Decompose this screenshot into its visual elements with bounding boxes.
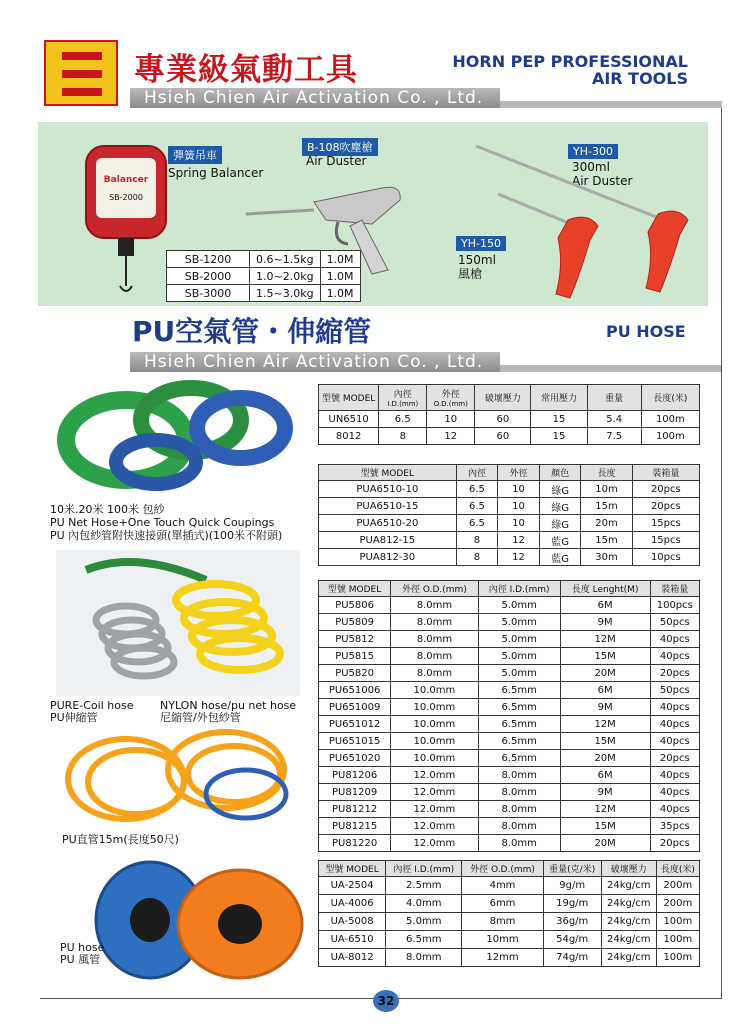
col-header: 重量 — [587, 385, 641, 411]
col-header: 破壞壓力 — [601, 861, 656, 877]
table-cell: 30m — [581, 549, 632, 566]
table-cell: 10.0mm — [391, 750, 478, 767]
col-header: 內徑 — [456, 465, 498, 481]
table-cell: 15M — [560, 648, 650, 665]
col-header — [427, 385, 475, 411]
table-row — [319, 614, 700, 631]
table-cell: 19g/m — [543, 895, 601, 913]
table-cell: 8.0mm — [391, 665, 478, 682]
col-header: 顏色 — [539, 465, 581, 481]
table-cell: PUA6510-15 — [319, 498, 457, 515]
table-cell: 12.0mm — [391, 784, 478, 801]
table-cell: 9g/m — [543, 877, 601, 895]
table-cell: 60 — [475, 411, 531, 428]
table-cell: 40pcs — [650, 801, 699, 818]
table-cell: 15m — [581, 532, 632, 549]
table-cell: 4mm — [462, 877, 543, 895]
table-cell: PU81212 — [319, 801, 391, 818]
table-cell: 15 — [531, 411, 587, 428]
table-cell: 5.0mm — [478, 648, 560, 665]
table-cell: 12M — [560, 716, 650, 733]
table-cell: 200m — [656, 895, 699, 913]
table-cell: 6.5mm — [386, 931, 462, 949]
net-hose-caption-2: PU Net Hose+One Touch Quick Coupings — [50, 516, 275, 529]
table-cell: 8 — [456, 549, 498, 566]
yh300-line2: Air Duster — [572, 174, 633, 188]
table-cell: SB-2000 — [167, 268, 250, 285]
table-cell: 8.0mm — [391, 631, 478, 648]
table-cell: 4.0mm — [386, 895, 462, 913]
table-cell: 8.0mm — [391, 648, 478, 665]
table-row — [319, 877, 700, 895]
table-cell: 6mm — [462, 895, 543, 913]
table-cell: UA-8012 — [319, 949, 386, 967]
table-cell: 40pcs — [650, 784, 699, 801]
table-cell: UA-2504 — [319, 877, 386, 895]
table-cell: 12M — [560, 801, 650, 818]
table-cell: 6.5 — [456, 481, 498, 498]
spring-balancer-zh: 彈簧吊車 — [168, 146, 222, 164]
table-cell: 74g/m — [543, 949, 601, 967]
table-cell: 12.0mm — [391, 818, 478, 835]
col-header-top: 內徑 — [393, 390, 412, 400]
col-header: 型號 MODEL — [319, 465, 457, 481]
table-row — [319, 682, 700, 699]
table-cell: 15M — [560, 818, 650, 835]
table-row — [319, 733, 700, 750]
table-row — [319, 665, 700, 682]
table-cell: 10 — [427, 411, 475, 428]
table-cell: 7.5 — [587, 428, 641, 445]
table-cell: 40pcs — [650, 733, 699, 750]
table-cell: 20M — [560, 665, 650, 682]
table-cell: PU5815 — [319, 648, 391, 665]
table-cell: 1.0M — [320, 251, 360, 268]
un-hose-table — [318, 384, 700, 445]
col-header: 重量(克/米) — [543, 861, 601, 877]
col-header: 裝箱量 — [650, 581, 699, 597]
nylon-caption-1: NYLON hose/pu net hose — [160, 699, 297, 712]
straight-hose-image — [56, 724, 306, 834]
table-row — [319, 597, 700, 614]
table-cell: 藍G — [539, 532, 581, 549]
table-cell: 12.0mm — [391, 767, 478, 784]
table-cell: 100m — [656, 913, 699, 931]
table-cell: 0.6~1.5kg — [250, 251, 321, 268]
table-cell: PUA812-15 — [319, 532, 457, 549]
table-cell: 6.5 — [456, 498, 498, 515]
pua-hose-table — [318, 464, 700, 566]
table-cell: SB-3000 — [167, 285, 250, 302]
table-cell: 10.0mm — [391, 716, 478, 733]
table-cell: 5.4 — [587, 411, 641, 428]
table-cell: 6M — [560, 682, 650, 699]
table-cell: 20M — [560, 750, 650, 767]
table-cell: 8 — [379, 428, 427, 445]
table-cell: UA-5008 — [319, 913, 386, 931]
col-header — [379, 385, 427, 411]
table-cell: 20pcs — [650, 665, 699, 682]
net-hose-caption-1: 10米.20米 100米 包紗 — [50, 503, 165, 516]
table-cell: 8.0mm — [478, 801, 560, 818]
logo-bar — [62, 88, 102, 96]
table-cell: 200m — [656, 877, 699, 895]
table-row — [319, 515, 700, 532]
col-header: 常用壓力 — [531, 385, 587, 411]
table-cell: 10.0mm — [391, 733, 478, 750]
table-cell: 10mm — [462, 931, 543, 949]
table-cell: 54g/m — [543, 931, 601, 949]
table-row — [319, 532, 700, 549]
balancer-text-1: Balancer — [103, 175, 149, 185]
col-header: 型號 MODEL — [319, 861, 386, 877]
table-cell: 12.0mm — [391, 835, 478, 852]
table-cell: PUA6510-20 — [319, 515, 457, 532]
table-cell: 15m — [581, 498, 632, 515]
table-cell: 6M — [560, 597, 650, 614]
table-cell: PU5806 — [319, 597, 391, 614]
table-cell: 100m — [641, 428, 699, 445]
table-cell: 綠G — [539, 498, 581, 515]
table-cell: 100pcs — [650, 597, 699, 614]
table-cell: 10 — [498, 481, 540, 498]
table-cell: 1.5~3.0kg — [250, 285, 321, 302]
table-cell: 9M — [560, 784, 650, 801]
right-border — [721, 108, 722, 998]
table-cell: 6.5mm — [478, 733, 560, 750]
col-header: 外徑 O.D.(mm) — [462, 861, 543, 877]
brand-line-2: AIR TOOLS — [591, 69, 688, 88]
table-cell: 10 — [498, 515, 540, 532]
col-header: 型號 MODEL — [319, 385, 379, 411]
table-cell: 36g/m — [543, 913, 601, 931]
yh150-line2: 風槍 — [458, 267, 483, 281]
table-cell: 1.0M — [320, 285, 360, 302]
table-cell: 2.5mm — [386, 877, 462, 895]
table-cell: 24kg/cm — [601, 949, 656, 967]
table-cell: PU5809 — [319, 614, 391, 631]
table-row — [319, 549, 700, 566]
table-cell: UN6510 — [319, 411, 379, 428]
col-header-sub: O.D.(mm) — [433, 400, 468, 408]
table-cell: 綠G — [539, 481, 581, 498]
col-header: 長度(米) — [641, 385, 699, 411]
table-cell: 6M — [560, 767, 650, 784]
table-cell: 12 — [498, 549, 540, 566]
table-cell: PUA6510-10 — [319, 481, 457, 498]
table-cell: 8 — [456, 532, 498, 549]
table-cell: 8.0mm — [386, 949, 462, 967]
table-cell: 8.0mm — [478, 767, 560, 784]
table-cell: PU81215 — [319, 818, 391, 835]
table-cell: 12mm — [462, 949, 543, 967]
table-cell: 40pcs — [650, 699, 699, 716]
table-cell: 24kg/cm — [601, 913, 656, 931]
table-cell: 40pcs — [650, 716, 699, 733]
table-cell: 藍G — [539, 549, 581, 566]
table-cell: 15pcs — [632, 532, 699, 549]
table-cell: 20m — [581, 515, 632, 532]
table-cell: UA-6510 — [319, 931, 386, 949]
table-cell: 10m — [581, 481, 632, 498]
table-cell: PU5812 — [319, 631, 391, 648]
table-cell: 20M — [560, 835, 650, 852]
page-title: 專業級氣動工具 — [134, 52, 358, 88]
table-cell: 8.0mm — [478, 835, 560, 852]
table-cell: 8.0mm — [391, 597, 478, 614]
table-cell: 5.0mm — [478, 614, 560, 631]
table-cell: 9M — [560, 614, 650, 631]
nylon-caption-2: 尼縮管/外包紗管 — [160, 711, 241, 724]
table-cell: PU81206 — [319, 767, 391, 784]
table-cell: 10.0mm — [391, 682, 478, 699]
yh300-label: YH-300 — [568, 144, 618, 159]
tools-panel — [38, 122, 708, 306]
table-cell: 15pcs — [632, 515, 699, 532]
table-row — [319, 801, 700, 818]
table-cell: 20pcs — [650, 750, 699, 767]
col-header: 長度 — [581, 465, 632, 481]
table-cell: PU651009 — [319, 699, 391, 716]
table-row — [319, 818, 700, 835]
table-cell: 50pcs — [650, 682, 699, 699]
table-row — [319, 895, 700, 913]
table-row — [319, 949, 700, 967]
table-cell: 100m — [641, 411, 699, 428]
table-row — [319, 428, 700, 445]
table-cell: 20pcs — [632, 498, 699, 515]
table-cell: 8.0mm — [391, 614, 478, 631]
table-cell: 10.0mm — [391, 699, 478, 716]
table-cell: PU81209 — [319, 784, 391, 801]
table-cell: 12M — [560, 631, 650, 648]
table-row — [319, 648, 700, 665]
table-cell: 12 — [498, 532, 540, 549]
col-header: 長度(米) — [656, 861, 699, 877]
net-hose-image — [56, 380, 296, 500]
company-name: Hsieh Chien Air Activation Co. , Ltd. — [144, 88, 484, 108]
table-cell: 24kg/cm — [601, 895, 656, 913]
table-row — [319, 481, 700, 498]
company-banner — [130, 88, 500, 108]
spring-balancer-en: Spring Balancer — [168, 166, 264, 180]
company-name-2: Hsieh Chien Air Activation Co. , Ltd. — [144, 352, 484, 372]
col-header: 破壞壓力 — [475, 385, 531, 411]
table-row — [319, 750, 700, 767]
yh150-label: YH-150 — [456, 236, 506, 251]
b108-label: B-108吹塵槍 — [302, 138, 378, 156]
brand-line-1: HORN PEP PROFESSIONAL — [452, 52, 688, 71]
table-row — [319, 699, 700, 716]
table-row — [319, 498, 700, 515]
coil-hose-image — [56, 550, 300, 696]
pu-hose-reel-image — [90, 850, 310, 980]
net-hose-caption-3: PU 內包紗管附快速接頭(單插式)(100米不附頭) — [50, 529, 283, 542]
table-cell: 8012 — [319, 428, 379, 445]
col-header: 裝箱量 — [632, 465, 699, 481]
table-cell: PUA812-30 — [319, 549, 457, 566]
pu-hose-caption-2: PU 風管 — [60, 953, 101, 966]
table-cell: 100m — [656, 931, 699, 949]
table-row — [319, 767, 700, 784]
table-cell: 6.5mm — [478, 716, 560, 733]
brand-name — [452, 53, 688, 87]
company-banner-2 — [130, 352, 500, 372]
table-cell: PU651015 — [319, 733, 391, 750]
col-header-sub: I.D.(mm) — [387, 400, 419, 408]
coil-caption-2: PU伸縮管 — [50, 711, 98, 724]
col-header-top: 外徑 — [441, 390, 460, 400]
table-cell: 8mm — [462, 913, 543, 931]
table-row — [319, 913, 700, 931]
table-cell: PU651006 — [319, 682, 391, 699]
table-cell: 5.0mm — [478, 597, 560, 614]
table-cell: 8.0mm — [478, 784, 560, 801]
table-cell: 15 — [531, 428, 587, 445]
logo-bar — [62, 52, 102, 60]
table-cell: PU651012 — [319, 716, 391, 733]
table-cell: 12.0mm — [391, 801, 478, 818]
col-header: 內徑 I.D.(mm) — [386, 861, 462, 877]
air-duster-image — [242, 170, 422, 280]
coil-caption-1: PURE-Coil hose — [50, 699, 134, 712]
table-cell: 6.5mm — [478, 750, 560, 767]
table-cell: 12 — [427, 428, 475, 445]
table-cell: 6.5mm — [478, 682, 560, 699]
spring-balancer-image — [82, 138, 172, 298]
pu-hose-caption-1: PU hose — [60, 941, 105, 954]
table-cell: 1.0M — [320, 268, 360, 285]
section-title: PU空氣管・伸縮管 — [132, 315, 372, 348]
brand-logo — [44, 40, 118, 106]
logo-bar — [62, 70, 102, 78]
table-row — [319, 784, 700, 801]
balancer-text-2: SB-2000 — [109, 193, 143, 202]
table-cell: 15M — [560, 733, 650, 750]
table-cell: 5.0mm — [478, 665, 560, 682]
table-cell: 1.0~2.0kg — [250, 268, 321, 285]
table-cell: 60 — [475, 428, 531, 445]
table-cell: SB-1200 — [167, 251, 250, 268]
section-title-en: PU HOSE — [606, 322, 686, 341]
table-cell: 6.5mm — [478, 699, 560, 716]
table-cell: 9M — [560, 699, 650, 716]
table-row — [167, 285, 361, 302]
table-row — [319, 835, 700, 852]
table-row — [319, 716, 700, 733]
table-cell: 40pcs — [650, 631, 699, 648]
yh150-line1: 150ml — [458, 253, 496, 267]
yh-air-guns-image — [468, 136, 708, 306]
banner-rule-2 — [500, 365, 722, 372]
table-cell: 5.0mm — [386, 913, 462, 931]
pu-coil-table — [318, 580, 700, 852]
table-cell: 40pcs — [650, 648, 699, 665]
table-cell: 100m — [656, 949, 699, 967]
b108-en: Air Duster — [306, 154, 367, 168]
col-header: 內徑 I.D.(mm) — [478, 581, 560, 597]
table-cell: 35pcs — [650, 818, 699, 835]
col-header: 外徑 — [498, 465, 540, 481]
table-cell: PU81220 — [319, 835, 391, 852]
table-cell: 8.0mm — [478, 818, 560, 835]
table-cell: 24kg/cm — [601, 877, 656, 895]
table-cell: 20pcs — [632, 481, 699, 498]
table-cell: 6.5 — [379, 411, 427, 428]
table-cell: 20pcs — [650, 835, 699, 852]
table-cell: PU651020 — [319, 750, 391, 767]
table-row — [319, 631, 700, 648]
table-cell: 6.5 — [456, 515, 498, 532]
table-cell: 10pcs — [632, 549, 699, 566]
table-cell: 24kg/cm — [601, 931, 656, 949]
col-header: 長度 Lenght(M) — [560, 581, 650, 597]
table-cell: 綠G — [539, 515, 581, 532]
yh300-line1: 300ml — [572, 160, 610, 174]
page-number: 32 — [373, 990, 399, 1012]
col-header: 外徑 O.D.(mm) — [391, 581, 478, 597]
table-row — [319, 411, 700, 428]
table-cell: UA-4006 — [319, 895, 386, 913]
table-row — [319, 931, 700, 949]
straight-caption: PU直管15m(長度50尺) — [62, 833, 179, 846]
table-cell: PU5820 — [319, 665, 391, 682]
table-cell: 50pcs — [650, 614, 699, 631]
table-cell: 5.0mm — [478, 631, 560, 648]
col-header: 型號 MODEL — [319, 581, 391, 597]
banner-rule — [500, 101, 722, 108]
table-cell: 40pcs — [650, 767, 699, 784]
ua-hose-table — [318, 860, 700, 967]
table-cell: 10 — [498, 498, 540, 515]
